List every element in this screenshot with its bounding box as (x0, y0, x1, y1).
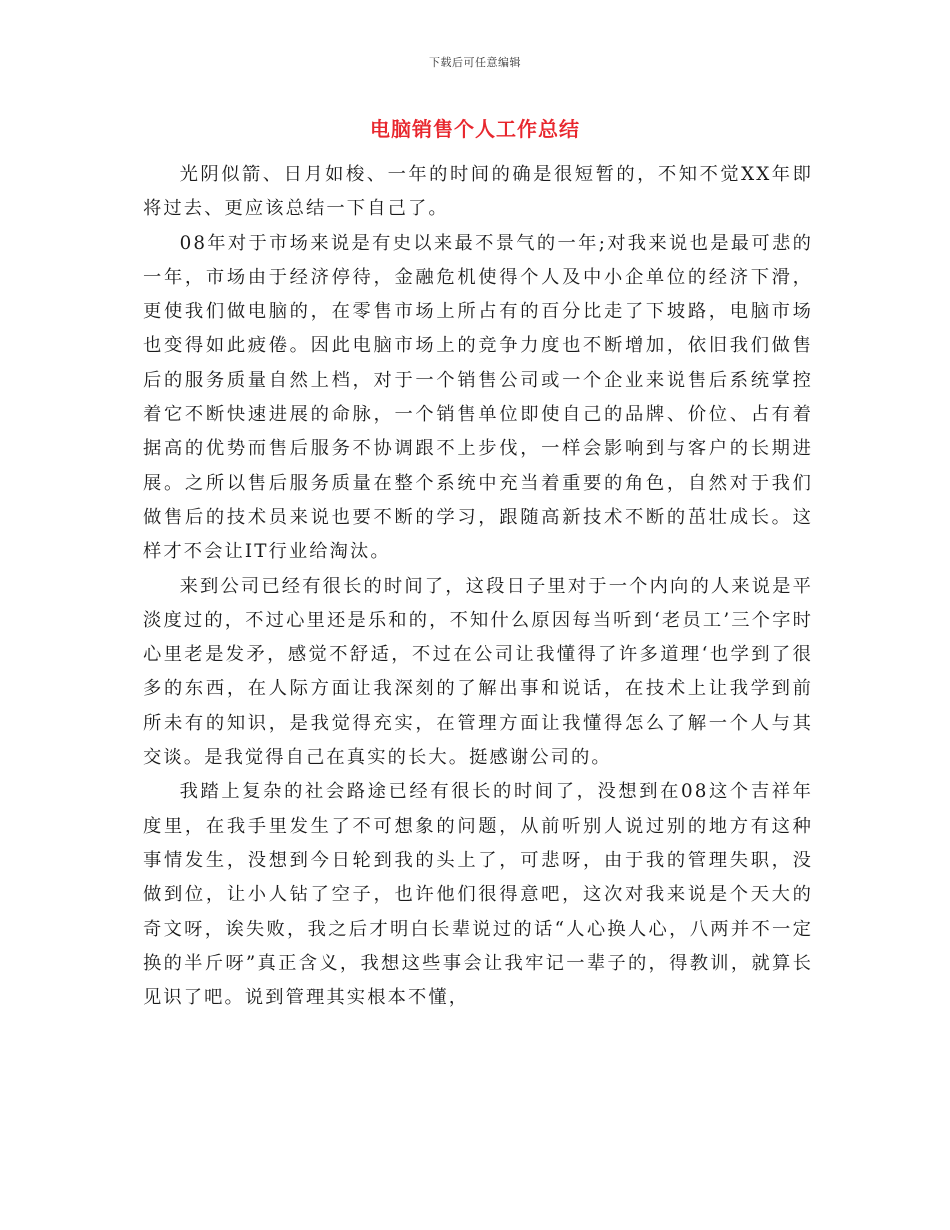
paragraph: 我踏上复杂的社会路途已经有很长的时间了，没想到在08这个吉祥年度里，在我手里发生了不可想象的问题，从前听别人说过别的地方有这种事情发生，没想到今日轮到我的头上了，可悲呀，由于我的管理失职，没做到位，让小人钻了空子，也许他们很得意吧，这次对我来说是个天大的奇文呀，诶失败，我之后才明白长辈说过的话“人心换人心，八两并不一定换的半斤呀”真正含义，我想这些事会让我牢记一辈子的，得教训，就算长见识了吧。说到管理其实根本不懂， (143, 781, 813, 1009)
paragraph: 光阴似箭、日月如梭、一年的时间的确是很短暂的，不知不觉XX年即将过去、更应该总结一下自己了。 (143, 164, 813, 220)
paragraph: 来到公司已经有很长的时间了，这段日子里对于一个内向的人来说是平淡度过的，不过心里还是乐和的，不知什么原因每当听到‘老员工’三个字时心里老是发矛，感觉不舒适，不过在公司让我懂得了许多道理‘也学到了很多的东西，在人际方面让我深刻的了解出事和说话，在技术上让我学到前所未有的知识，是我觉得充实，在管理方面让我懂得怎么了解一个人与其交谈。是我觉得自己在真实的长大。挺感谢公司的。 (143, 575, 813, 769)
document-body (143, 158, 813, 1015)
header-note: 下载后可任意编辑 (429, 56, 521, 69)
paragraph: 08年对于市场来说是有史以来最不景气的一年;对我来说也是最可悲的一年，市场由于经济停待，金融危机使得个人及中小企单位的经济下滑，更使我们做电脑的，在零售市场上所占有的百分比走了下坡路，电脑市场也变得如此疲倦。因此电脑市场上的竞争力度也不断增加，依旧我们做售后的服务质量自然上档，对于一个销售公司或一个企业来说售后系统掌控着它不断快速进展的命脉，一个销售单位即使自己的品牌、价位、占有着据高的优势而售后服务不协调跟不上步伐，一样会影响到与客户的长期进展。之所以售后服务质量在整个系统中充当着重要的角色，自然对于我们做售后的技术员来说也要不断的学习，跟随高新技术不断的茁壮成长。这样才不会让IT行业给淘汰。 (143, 232, 813, 563)
document-title: 电脑销售个人工作总结 (370, 117, 580, 141)
